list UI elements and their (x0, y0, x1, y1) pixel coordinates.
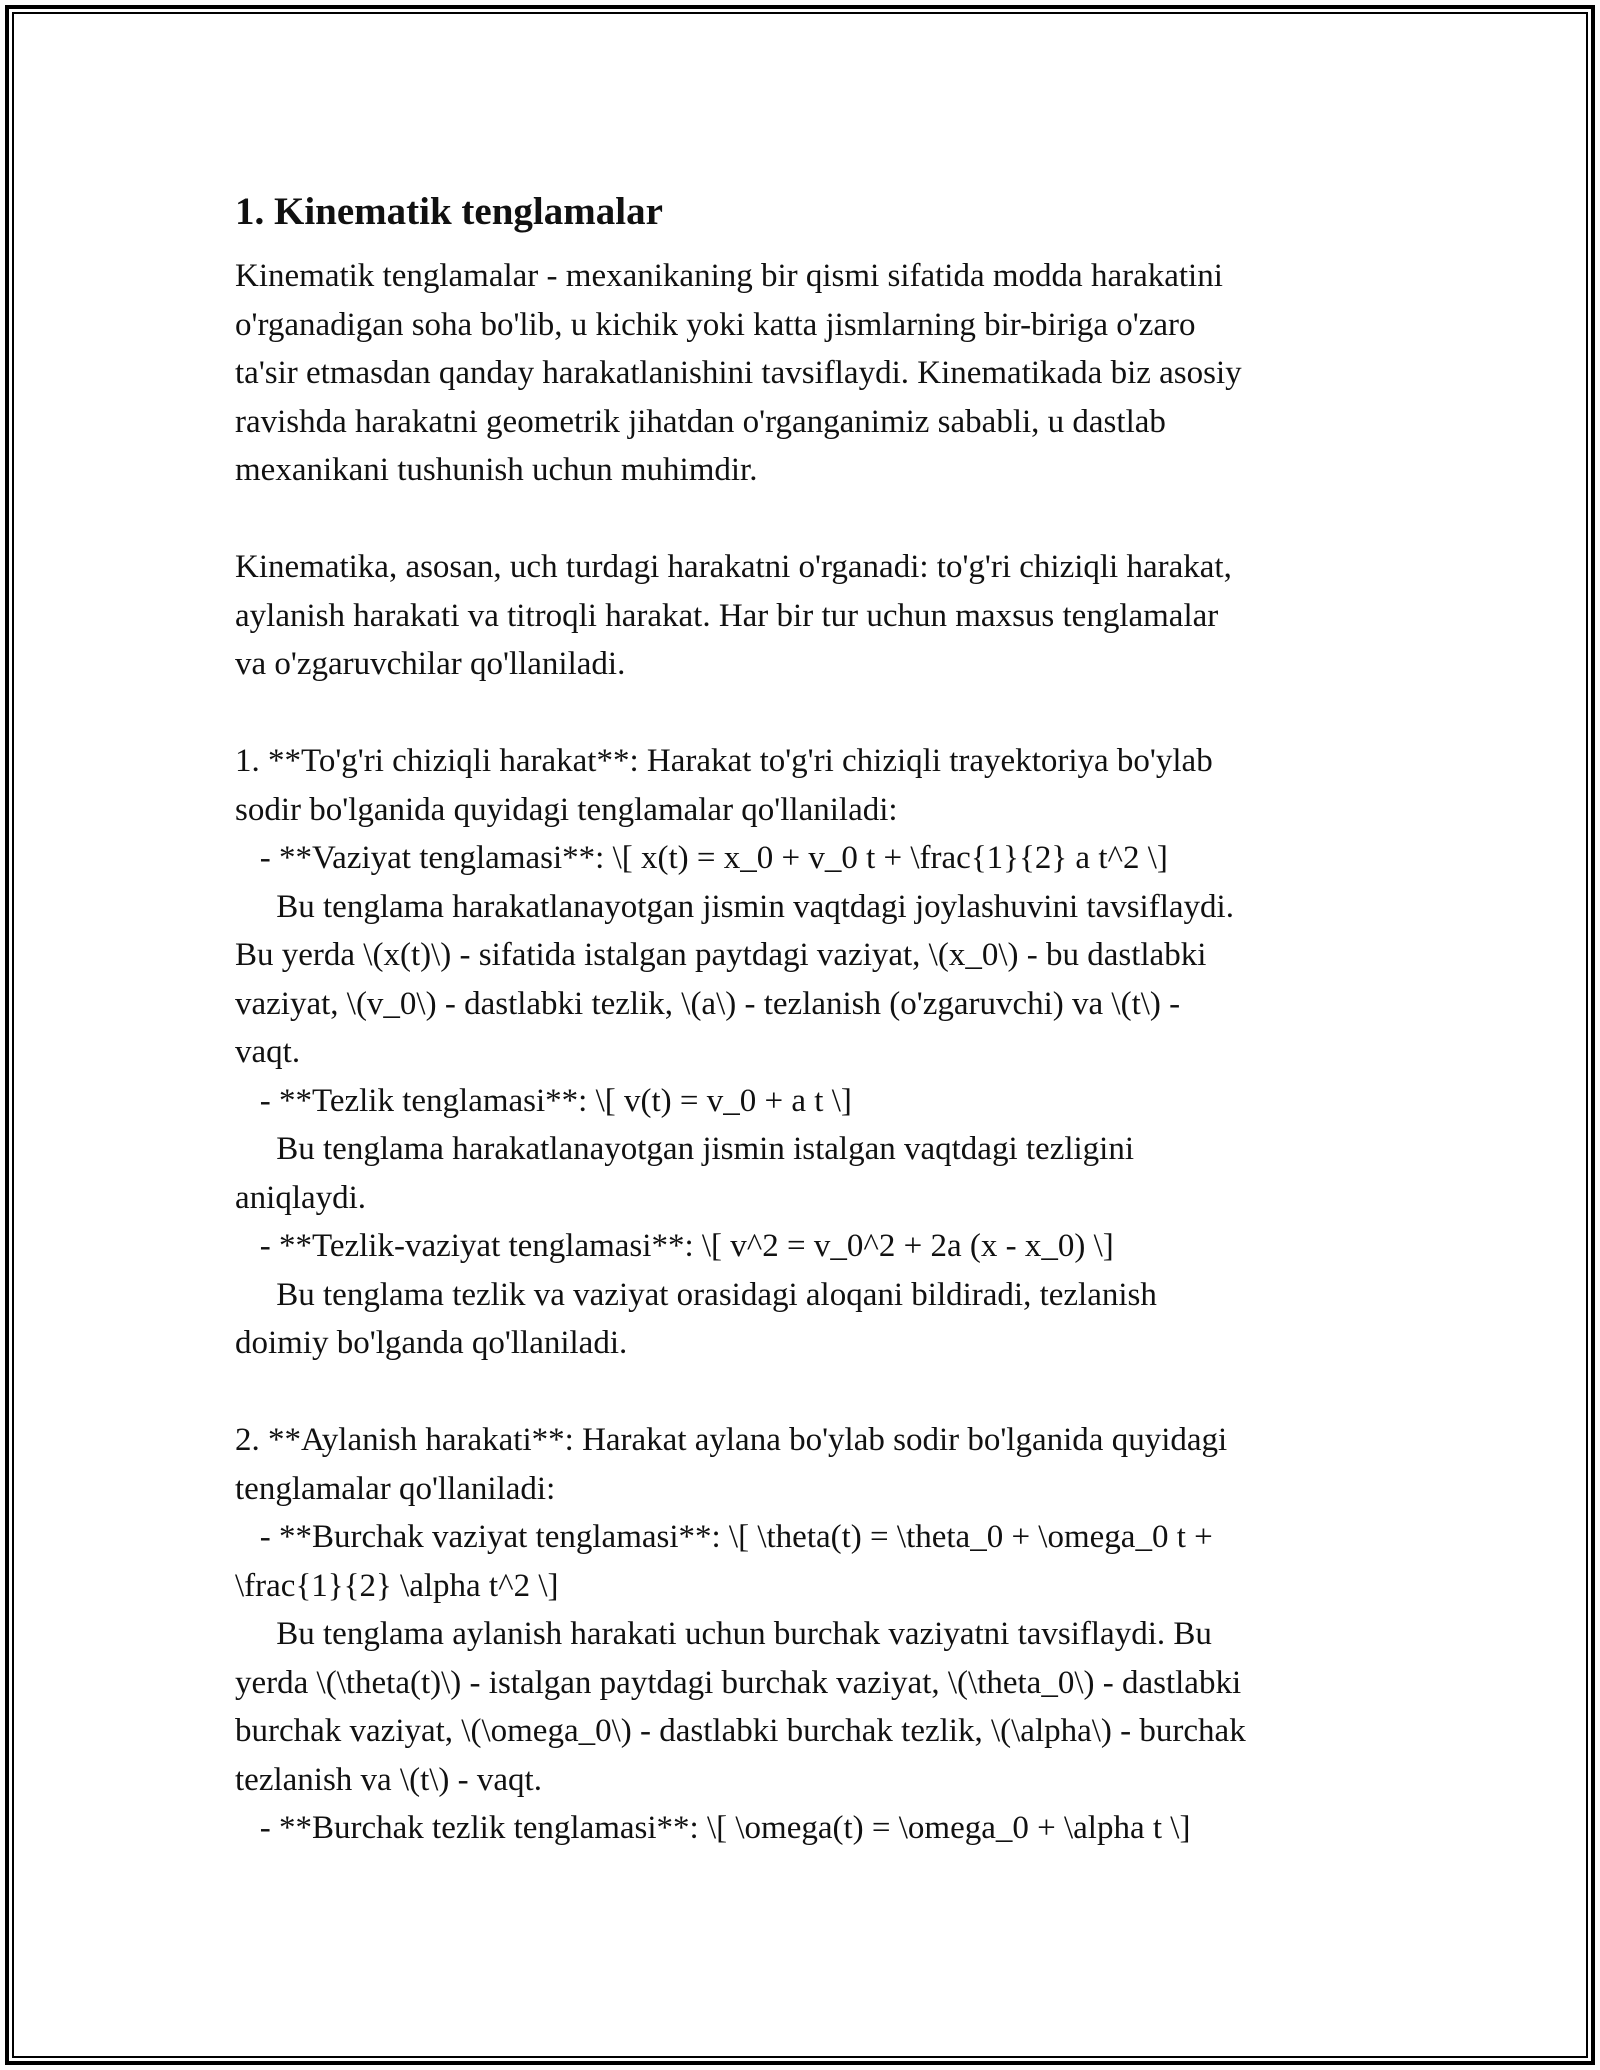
text-line: mexanikani tushunish uchun muhimdir. (235, 452, 758, 488)
text-line: vaziyat, \(v_0\) - dastlabki tezlik, \(a\) - tezlanish (o'zgaruvchi) va \(t\) - (235, 985, 1181, 1022)
equation-line: - **Tezlik-vaziyat tenglamasi**: \[ v^2 = v_0^2 + 2a (x - x_0) \] (235, 1228, 1114, 1264)
paragraph-gap (235, 495, 1375, 544)
text-line: va o'zgaruvchilar qo'llaniladi. (235, 646, 626, 682)
text-line: vaqt. (235, 1034, 301, 1070)
text-line: Kinematik tenglamalar - mexanikaning bir qismi sifatida modda harakatini (235, 258, 1223, 294)
text-line: 1. **To'g'ri chiziqli harakat**: Harakat to'g'ri chiziqli trayektoriya bo'ylab (235, 743, 1213, 779)
text-line: 2. **Aylanish harakati**: Harakat aylana bo'ylab sodir bo'lganida quyidagi (235, 1422, 1228, 1458)
text-line: sodir bo'lganida quyidagi tenglamalar qo'llaniladi: (235, 791, 898, 828)
section-heading: 1. Kinematik tenglamalar (235, 190, 663, 233)
document-body (235, 184, 1375, 1853)
text-line: o'rganadigan soha bo'lib, u kichik yoki katta jismlarning bir-biriga o'zaro (235, 306, 1196, 343)
paragraph-intro (235, 252, 1375, 495)
paragraph-gap (235, 689, 1375, 738)
text-line: ta'sir etmasdan qanday harakatlanishini tavsiflaydi. Kinematikada biz asosiy (235, 355, 1242, 391)
section-linear-motion (235, 737, 1375, 1368)
equation-line: \frac{1}{2} \alpha t^2 \] (235, 1567, 559, 1604)
equation-line: - **Burchak vaziyat tenglamasi**: \[ \theta(t) = \theta_0 + \omega_0 t + (235, 1519, 1213, 1555)
text-line: aniqlaydi. (235, 1179, 367, 1216)
text-line: yerda \(\theta(t)\) - istalgan paytdagi burchak vaziyat, \(\theta_0\) - dastlabki (235, 1664, 1242, 1701)
text-line: tezlanish va \(t\) - vaqt. (235, 1761, 542, 1798)
text-line: Bu tenglama tezlik va vaziyat orasidagi aloqani bildiradi, tezlanish (235, 1276, 1157, 1313)
paragraph-motion-types (235, 543, 1375, 689)
paragraph-gap (235, 1368, 1375, 1417)
text-line: tenglamalar qo'llaniladi: (235, 1470, 556, 1507)
text-line: Kinematika, asosan, uch turdagi harakatni o'rganadi: to'g'ri chiziqli harakat, (235, 549, 1232, 585)
text-line: Bu tenglama harakatlanayotgan jismin vaqtdagi joylashuvini tavsiflaydi. (235, 888, 1234, 925)
text-line: aylanish harakati va titroqli harakat. Har bir tur uchun maxsus tenglamalar (235, 597, 1219, 634)
text-line: Bu tenglama harakatlanayotgan jismin istalgan vaqtdagi tezligini (235, 1131, 1135, 1167)
equation-line: - **Tezlik tenglamasi**: \[ v(t) = v_0 + a t \] (235, 1082, 852, 1119)
equation-line: - **Vaziyat tenglamasi**: \[ x(t) = x_0 + v_0 t + \frac{1}{2} a t^2 \] (235, 840, 1168, 876)
text-line: Bu yerda \(x(t)\) - sifatida istalgan paytdagi vaziyat, \(x_0\) - bu dastlabki (235, 937, 1207, 973)
text-line: burchak vaziyat, \(\omega_0\) - dastlabki burchak tezlik, \(\alpha\) - burchak (235, 1713, 1246, 1749)
text-line: ravishda harakatni geometrik jihatdan o'rganganimiz sababli, u dastlab (235, 403, 1166, 440)
text-line: Bu tenglama aylanish harakati uchun burchak vaziyatni tavsiflaydi. Bu (235, 1616, 1212, 1652)
text-line: doimiy bo'lganda qo'llaniladi. (235, 1325, 628, 1361)
section-rotational-motion (235, 1416, 1375, 1853)
equation-line: - **Burchak tezlik tenglamasi**: \[ \omega(t) = \omega_0 + \alpha t \] (235, 1810, 1191, 1846)
